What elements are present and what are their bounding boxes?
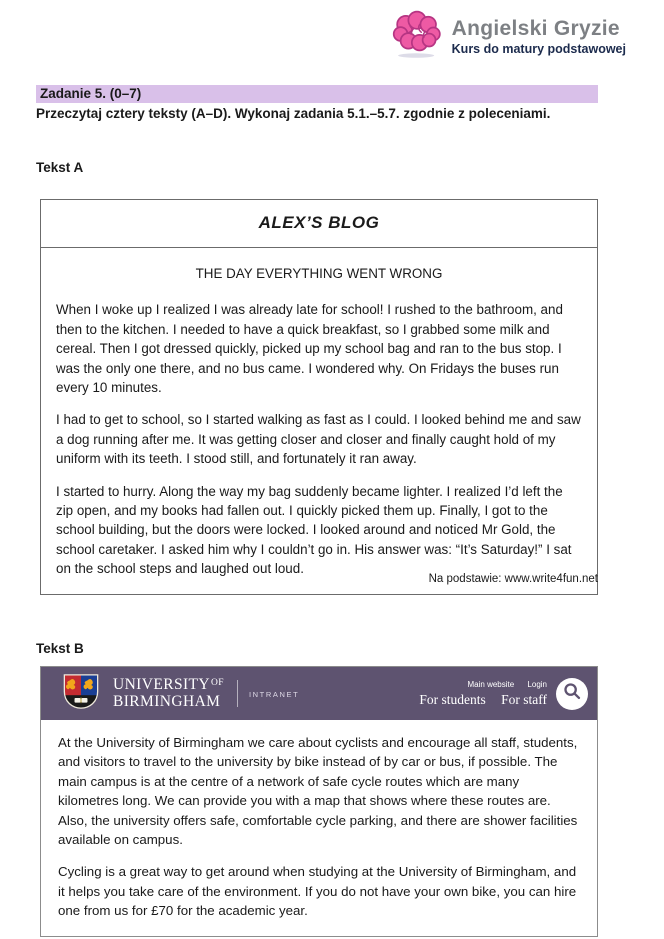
- for-staff-link[interactable]: For staff: [501, 691, 547, 707]
- header-divider: [237, 680, 238, 707]
- university-crest-icon: [62, 673, 100, 715]
- brand-text: [452, 17, 626, 57]
- wordmark-line2: BIRMINGHAM: [113, 692, 221, 710]
- magnifying-glass-icon: [561, 680, 583, 707]
- brand-subtitle: Kurs do matury podstawowej: [451, 41, 626, 56]
- links-top-row: [407, 681, 547, 689]
- for-students-link[interactable]: For students: [419, 691, 486, 707]
- cycling-paragraph: Cycling is a great way to get around when studying at the University of Birmingham, and it helps you take care of the environment. If you do not have your own bike, you can hire one from us for £70 for the academic year.: [58, 864, 577, 919]
- header-links: [407, 681, 547, 707]
- search-button[interactable]: [556, 678, 588, 710]
- links-bottom-row: [407, 693, 547, 707]
- brain-icon: [391, 9, 443, 64]
- main-website-link[interactable]: Main website: [467, 679, 515, 689]
- text-a-label: Tekst A: [36, 160, 84, 175]
- text-b-box: [40, 666, 598, 937]
- login-link[interactable]: Login: [527, 679, 547, 689]
- cycling-paragraph: At the University of Birmingham we care about cyclists and encourage all staff, students, and visitors to travel to the university by bike instead of by car or bus, if possible. The main campus is at the centre of a network of safe cycle routes which are many kilometres long. We can provide you with a map that shows where these routes are. Also, the university offers safe, comfortable cycle parking, and there are shower facilities available on campus.: [58, 735, 578, 848]
- task-instruction: Przeczytaj cztery teksty (A–D). Wykonaj zadania 5.1.–5.7. zgodnie z poleceniami.: [36, 106, 551, 121]
- blog-paragraph: When I woke up I realized I was already late for school! I rushed to the bathroom, and then to the kitchen. I needed to have a quick breakfast, so I grabbed some milk and cereal. Then I got dressed quickly, picked up my school bag and ran to the bus stop. I was the only one there, and no bus came. I wondered why. On Fridays the buses run every 10 minutes.: [56, 302, 563, 396]
- blog-paragraph: I started to hurry. Along the way my bag suddenly became lighter. I realized I’d left the zip open, and my books had fallen out. I quickly picked them up. Finally, I got to the school building, but the doors were locked. I looked around and noticed Mr Gold, the school caretaker. I asked him why I couldn’t go in. His answer was: “It’s Saturday!” I sat on the school steps and laughed out loud.: [56, 483, 572, 577]
- blog-subtitle: THE DAY EVERYTHING WENT WRONG: [195, 266, 443, 281]
- header-right: [407, 678, 588, 710]
- intranet-label: INTRANET: [248, 689, 300, 699]
- brand-name: Angielski Gryzie: [451, 16, 620, 40]
- blog-content: [41, 248, 597, 594]
- task-header: Zadanie 5. (0–7): [36, 85, 598, 103]
- wordmark-of: OF: [211, 677, 224, 688]
- text-b-label: Tekst B: [36, 641, 84, 656]
- university-header: [41, 667, 597, 720]
- cycling-text: [41, 720, 597, 936]
- text-a-box: [40, 199, 598, 595]
- wordmark-line1: UNIVERSITY: [113, 675, 210, 693]
- university-wordmark: [113, 677, 224, 710]
- brand-logo: [391, 9, 626, 64]
- source-attribution: Na podstawie: www.write4fun.net: [428, 573, 598, 585]
- blog-title: ALEX’S BLOG: [41, 200, 597, 248]
- blog-paragraph: I had to get to school, so I started walking as fast as I could. I looked behind me and saw a dog running after me. It was getting closer and closer and finally caught hold of my uniform with its teeth. I stood still, and fortunately it ran away.: [56, 412, 581, 467]
